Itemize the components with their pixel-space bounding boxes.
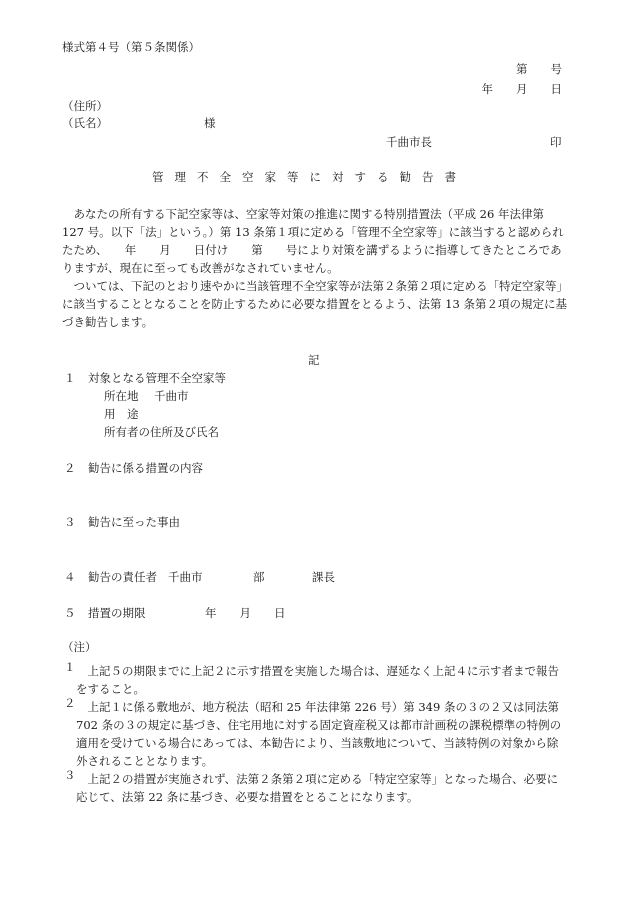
note-2-text: 上記１に係る敷地が、地方税法（昭和 25 年法律第 226 号）第 349 条の３の２又は同法第 702 条の３の規定に基づき、住宅用地に対する固定資産税又は都市計画税の課税標準の特例の適用を受けている場合にあっては、本勧告により、当該敷地について、当該特例の対象から除外されることとなります。 xyxy=(76,700,562,768)
item-4-label: 勧告の責任者 xyxy=(88,570,157,584)
location-value: 千曲市 xyxy=(154,389,189,403)
use-label: 用 途 xyxy=(104,407,139,421)
note-1-text: 上記５の期限までに上記２に示す措置を実施した場合は、遅延なく上記４に示す者まで報告をすること。 xyxy=(76,664,559,696)
item-1-label: 対象となる管理不全空家等 xyxy=(88,371,226,385)
form-number: 様式第４号（第５条関係） xyxy=(62,40,200,54)
item-3-number: ３ xyxy=(64,515,76,529)
body-paragraph-2: ついては、下記のとおり速やかに当該管理不全空家等が法第２条第２項に定める「特定空家等」に該当することとなることを防止するために必要な措置をとるよう、法第 13 条第２項の規定に基づき勧告します。 xyxy=(62,279,568,329)
document-title: 管理不全空家等に対する勧告書 xyxy=(152,170,467,184)
name-label: （氏名） xyxy=(62,116,108,130)
note-1-number: １ xyxy=(64,660,76,674)
note-3-number: ３ xyxy=(64,768,76,782)
responsible-city: 千曲市 xyxy=(168,570,203,584)
item-3-label: 勧告に至った事由 xyxy=(88,515,180,529)
document-number: 第 号 xyxy=(516,62,562,76)
responsible-section-chief: 課長 xyxy=(312,570,335,584)
honorific: 様 xyxy=(204,116,216,130)
ki-heading: 記 xyxy=(308,353,320,367)
document-date: 年 月 日 xyxy=(481,82,562,96)
address-label: （住所） xyxy=(62,99,108,113)
responsible-department: 部 xyxy=(253,570,265,584)
seal-mark: 印 xyxy=(550,135,562,149)
item-2-label: 勧告に係る措置の内容 xyxy=(88,461,203,475)
note-2-number: ２ xyxy=(64,696,76,710)
item-4-number: ４ xyxy=(64,570,76,584)
item-5-number: ５ xyxy=(64,606,76,620)
item-1-number: １ xyxy=(64,371,76,385)
item-5-label: 措置の期限 xyxy=(88,606,146,620)
note-3-text: 上記２の措置が実施されず、法第２条第２項に定める「特定空家等」となった場合、必要に応じて、法第 22 条に基づき、必要な措置をとることになります。 xyxy=(76,772,559,804)
body-paragraph-1: あなたの所有する下記空家等は、空家等対策の推進に関する特別措置法（平成 26 年法律第 127 号。以下「法」という。）第 13 条第１項に定める「管理不全空家等」に該当すると認められたため、 年 月 日付け 第 号により対策を講ずるように指導してきたところでありますが、現在に至っても改善がなされていません。 xyxy=(62,207,564,275)
notes-heading: （注） xyxy=(62,640,97,654)
owner-label: 所有者の住所及び氏名 xyxy=(104,425,219,439)
location-label: 所在地 xyxy=(104,389,139,403)
issuer-name: 千曲市長 xyxy=(386,135,432,149)
item-2-number: ２ xyxy=(64,461,76,475)
deadline-date: 年 月 日 xyxy=(205,606,286,620)
